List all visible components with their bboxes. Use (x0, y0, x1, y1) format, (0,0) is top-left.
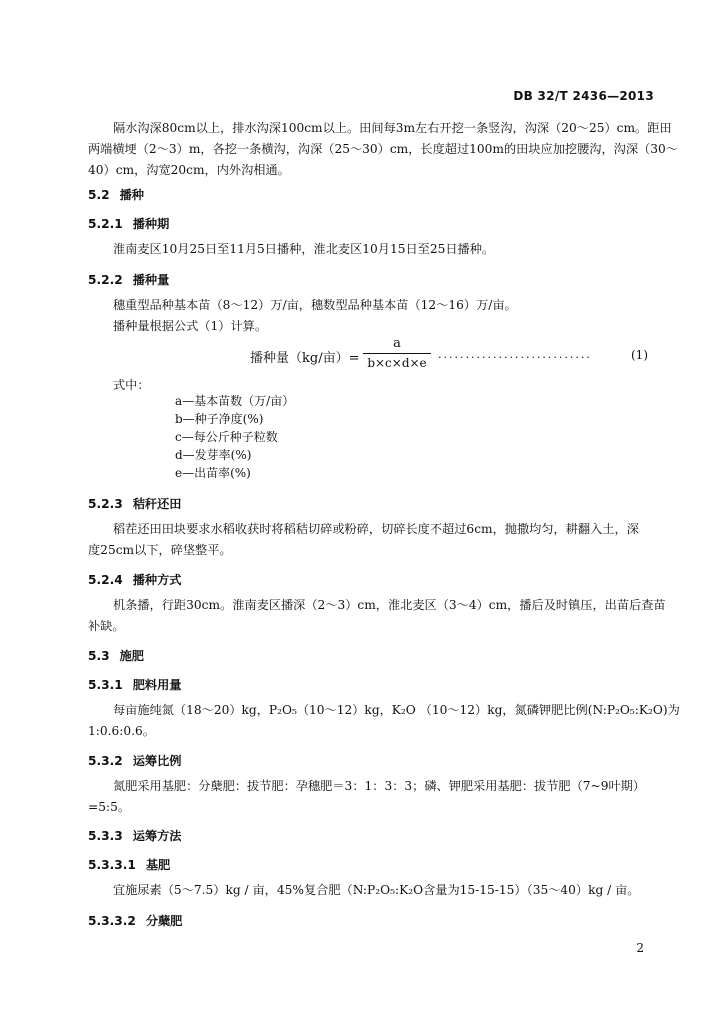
text-line: 补缺。 (88, 619, 125, 633)
formula-numerator: a (393, 336, 401, 351)
variable-item: b—种子净度(%) (175, 412, 264, 426)
application-ratio-paragraph (88, 776, 658, 818)
text-line: 淮南麦区10月25日至11月5日播种，淮北麦区10月15日至25日播种。 (113, 242, 495, 256)
section-heading-5-3-3-2 (88, 912, 182, 929)
section-heading-5-2-4 (88, 571, 181, 588)
section-heading-5-2-1 (88, 215, 169, 232)
variable-item: c—每公斤种子粒数 (175, 430, 278, 444)
section-heading-5-2-3 (88, 495, 181, 512)
section-number: 5.3.2 (88, 754, 123, 768)
page-number: 2 (636, 941, 644, 955)
sowing-rate-paragraph (88, 295, 658, 337)
section-title: 播种 (119, 188, 144, 202)
section-title: 施肥 (119, 649, 144, 663)
text-line: 每亩施纯氮（18～20）kg，P₂O₅（10～12）kg，K₂O （10～12）kg，氮磷钾肥比例(N:P₂O₅:K₂O)为 (113, 703, 680, 717)
text-line: 1:0.6:0.6。 (88, 724, 155, 738)
fertilizer-amount-paragraph (88, 700, 680, 742)
text-line: 40）cm，沟宽20cm，内外沟相通。 (88, 163, 290, 177)
intro-paragraph (88, 118, 678, 181)
text-line: 氮肥采用基肥：分蘖肥：拔节肥：孕穗肥＝3：1：3：3；磷、钾肥采用基肥：拔节肥（7~9叶期） (113, 779, 646, 793)
section-heading-5-2-2 (88, 271, 169, 288)
section-title: 基肥 (145, 858, 171, 872)
section-title: 运筹方法 (132, 829, 182, 843)
section-number: 5.2.4 (88, 573, 123, 587)
variable-item: d—发芽率(%) (175, 448, 252, 462)
section-title: 肥料用量 (132, 678, 182, 692)
section-title: 播种量 (132, 273, 170, 287)
section-title: 播种期 (132, 217, 170, 231)
text-line: 穗重型品种基本苗（8～12）万/亩，穗数型品种基本苗（12～16）万/亩。 (113, 298, 517, 312)
text-line: 隔水沟深80cm以上，排水沟深100cm以上。田间每3m左右开挖一条竖沟，沟深（20～25）cm。距田 (113, 121, 672, 135)
section-title: 运筹比例 (132, 754, 182, 768)
section-number: 5.3.1 (88, 678, 123, 692)
section-heading-5-3-3-1 (88, 856, 170, 873)
where-label (88, 375, 658, 396)
variable-list (175, 392, 294, 482)
text-line: 度25cm以下，碎垡整平。 (88, 543, 232, 557)
sowing-method-paragraph (88, 595, 666, 637)
section-number: 5.2.2 (88, 273, 123, 287)
text-line: 稻茬还田田块要求水稻收获时将稻秸切碎或粉碎，切碎长度不超过6cm，抛撒均匀，耕翻入土，深 (113, 522, 639, 536)
section-heading-5-3 (88, 647, 144, 664)
text-line: 播种量根据公式（1）计算。 (113, 319, 268, 333)
section-number: 5.2.1 (88, 217, 123, 231)
text-line: 机条播，行距30cm。淮南麦区播深（2～3）cm，淮北麦区（3～4）cm，播后及时镇压，出苗后查苗 (113, 598, 666, 612)
section-heading-5-2 (88, 186, 144, 203)
variable-item: e—出苗率(%) (175, 466, 251, 480)
section-title: 秸秆还田 (132, 497, 182, 511)
sowing-period-paragraph (88, 239, 658, 260)
section-heading-5-3-1 (88, 676, 181, 693)
formula-lhs: 播种量（kg/亩）= (250, 351, 360, 366)
formula-denominator: b×c×d×e (367, 356, 427, 370)
section-number: 5.3.3 (88, 829, 123, 843)
formula-leader-dots: ............................ (438, 348, 592, 361)
text-line: 式中： (113, 378, 150, 392)
section-title: 播种方式 (132, 573, 182, 587)
straw-return-paragraph (88, 519, 658, 561)
equation-number: (1) (631, 348, 648, 362)
text-line: 宜施尿素（5～7.5）kg / 亩，45%复合肥（N:P₂O₅:K₂O含量为15-15-15）（35～40）kg / 亩。 (113, 883, 640, 897)
base-fertilizer-paragraph (88, 880, 658, 901)
section-heading-5-3-2 (88, 752, 181, 769)
section-title: 分蘖肥 (145, 914, 183, 928)
formula-fraction (363, 335, 431, 372)
sowing-rate-formula (250, 335, 660, 375)
text-line: =5:5。 (88, 800, 131, 814)
section-number: 5.3.3.2 (88, 914, 136, 928)
variable-item: a—基本苗数（万/亩） (175, 394, 295, 408)
section-number: 5.2.3 (88, 497, 123, 511)
section-number: 5.3.3.1 (88, 858, 136, 872)
text-line: 两端横埂（2～3）m，各挖一条横沟，沟深（25～30）cm，长度超过100m的田块应加挖腰沟，沟深（30～ (88, 142, 678, 156)
section-number: 5.2 (88, 188, 110, 202)
section-number: 5.3 (88, 649, 110, 663)
document-id: DB 32/T 2436—2013 (513, 89, 654, 103)
section-heading-5-3-3 (88, 827, 181, 844)
